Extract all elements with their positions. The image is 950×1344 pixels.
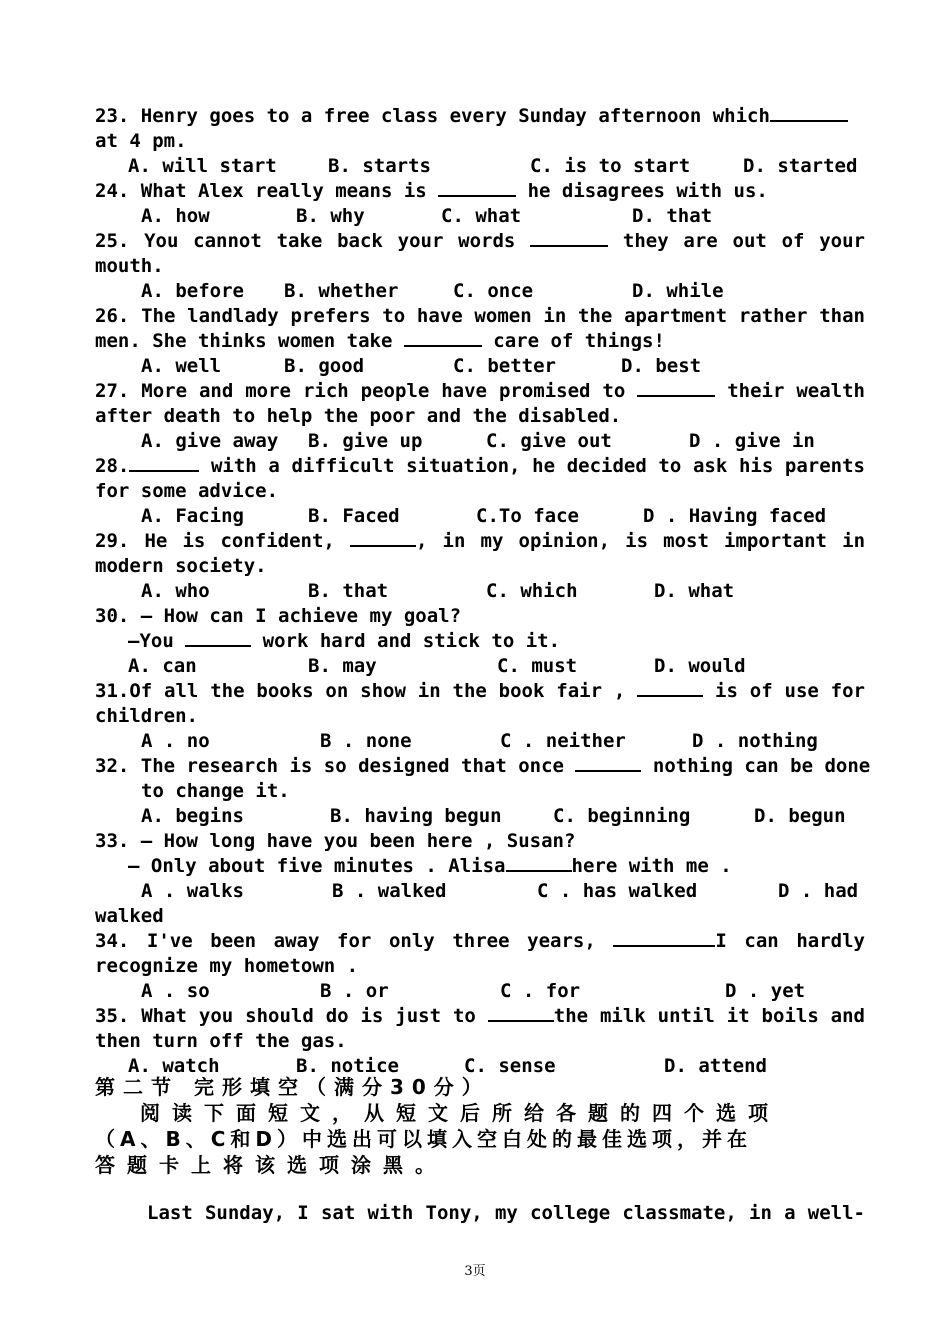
option-b: B. that	[308, 580, 389, 602]
option-d: D. started	[743, 155, 858, 177]
option-c: C. is to start	[530, 155, 691, 177]
q23-stem: 23. Henry goes to a free class every Sunday afternoon which	[95, 104, 848, 129]
q34-stem: 34. I've been away for only three years, I can hardly	[95, 930, 865, 952]
option-b: B . or	[320, 980, 389, 1002]
q29-options	[0, 579, 950, 604]
section-heading: 第二节 完形填空（满分30分）	[95, 1075, 490, 1099]
option-b: B . walked	[332, 880, 447, 902]
q31-stem: 31.Of all the books on show in the book fair , is of use for	[95, 680, 865, 702]
option-c: C. once	[453, 280, 534, 302]
q28-stem: 28. with a difficult situation, he decided to ask his parents	[95, 455, 865, 477]
q28-stem-cont: for some advice.	[95, 480, 279, 502]
q32-stem-cont: to change it.	[141, 780, 290, 802]
option-c: C . for	[500, 980, 581, 1002]
q26-options	[0, 354, 950, 379]
q24-options	[0, 204, 950, 229]
option-a: A. who	[141, 580, 210, 602]
option-b: B. give up	[308, 430, 423, 452]
option-a: A . so	[141, 980, 210, 1002]
option-a: A. can	[128, 655, 197, 677]
q26-stem-cont: men. She thinks women take care of things!	[95, 330, 665, 352]
q31-options	[0, 729, 950, 754]
option-c: C . has walked	[537, 880, 698, 902]
q28-options	[0, 504, 950, 529]
q23-options	[0, 154, 950, 179]
option-d: D. attend	[664, 1055, 767, 1077]
option-b: B. whether	[284, 280, 399, 302]
q27-options	[0, 429, 950, 454]
q35-stem-cont: then turn off the gas.	[95, 1030, 347, 1052]
option-c: C. which	[486, 580, 578, 602]
option-a: A. well	[141, 355, 222, 377]
option-d: D. what	[654, 580, 735, 602]
section-instructions-line3: 答题卡上将该选项涂黑。	[95, 1153, 447, 1177]
q33-stem-cont: — Only about five minutes . Alisa here with me .	[128, 855, 732, 877]
option-c: C. better	[453, 355, 556, 377]
option-d: D. best	[621, 355, 702, 377]
option-c: C. sense	[464, 1055, 556, 1077]
q35-stem: 35. What you should do is just to the milk until it boils and	[95, 1005, 865, 1027]
q33-stem: 33. — How long have you been here , Susan?	[95, 830, 576, 852]
option-d: D . give in	[689, 430, 815, 452]
option-b: B. starts	[328, 155, 431, 177]
option-a: A . no	[141, 730, 210, 752]
option-d: D. that	[632, 205, 713, 227]
section-instructions-line2: （A、B、C和D）中选出可以填入空白处的最佳选项，并在	[95, 1127, 753, 1151]
q33-option-d-cont: walked	[95, 905, 164, 927]
option-c: C . neither	[500, 730, 626, 752]
option-b: B . none	[320, 730, 412, 752]
option-d: D . Having faced	[643, 505, 827, 527]
page-number: 3页	[464, 1264, 486, 1279]
option-d: D . nothing	[692, 730, 818, 752]
section-instructions-line1: 阅读下面短文，从短文后所给各题的四个选项	[140, 1101, 780, 1125]
option-d: D. begun	[754, 805, 846, 827]
option-a: A. Facing	[141, 505, 244, 527]
passage-first-line: Last Sunday, I sat with Tony, my college classmate, in a well-	[147, 1202, 865, 1224]
option-d: D. would	[654, 655, 746, 677]
q29-stem: 29. He is confident, , in my opinion, is most important in	[95, 530, 866, 552]
option-c: C. give out	[486, 430, 612, 452]
q32-options	[0, 804, 950, 829]
option-a: A. watch	[128, 1055, 220, 1077]
option-c: C. beginning	[553, 805, 691, 827]
option-a: A. will start	[128, 155, 277, 177]
q27-stem: 27. More and more rich people have promised to their wealth	[95, 380, 865, 402]
option-d: D. while	[632, 280, 724, 302]
q25-stem: 25. You cannot take back your words they are out of your	[95, 230, 865, 252]
option-b: B. may	[308, 655, 377, 677]
option-a: A. how	[141, 205, 210, 227]
q30-options	[0, 654, 950, 679]
option-b: B. why	[296, 205, 365, 227]
q34-stem-cont: recognize my hometown .	[95, 955, 359, 977]
option-a: A. give away	[141, 430, 279, 452]
q30-stem: 30. — How can I achieve my goal?	[95, 605, 462, 627]
option-c: C. must	[497, 655, 578, 677]
q24-stem: 24. What Alex really means is he disagrees with us.	[95, 180, 768, 202]
option-b: B. notice	[296, 1055, 399, 1077]
option-c: C. what	[441, 205, 522, 227]
q26-stem: 26. The landlady prefers to have women in the apartment rather than	[95, 305, 865, 327]
option-c: C.To face	[476, 505, 579, 527]
option-a: A. begins	[141, 805, 244, 827]
option-b: B. having begun	[330, 805, 502, 827]
option-d: D . yet	[725, 980, 806, 1002]
q34-options	[0, 979, 950, 1004]
q30-stem-cont: —You work hard and stick to it.	[128, 630, 561, 652]
q27-stem-cont: after death to help the poor and the disabled.	[95, 405, 622, 427]
q31-stem-cont: children.	[95, 705, 198, 727]
option-b: B. good	[284, 355, 365, 377]
q23-stem-cont: at 4 pm.	[95, 130, 187, 152]
q32-stem: 32. The research is so designed that once nothing can be done	[95, 755, 871, 777]
option-d: D . had	[778, 880, 859, 902]
option-a: A . walks	[141, 880, 244, 902]
q29-stem-cont: modern society.	[95, 555, 267, 577]
option-a: A. before	[141, 280, 244, 302]
option-b: B. Faced	[308, 505, 400, 527]
q25-stem-cont: mouth.	[95, 255, 164, 277]
q33-options	[0, 879, 950, 904]
q25-options	[0, 279, 950, 304]
